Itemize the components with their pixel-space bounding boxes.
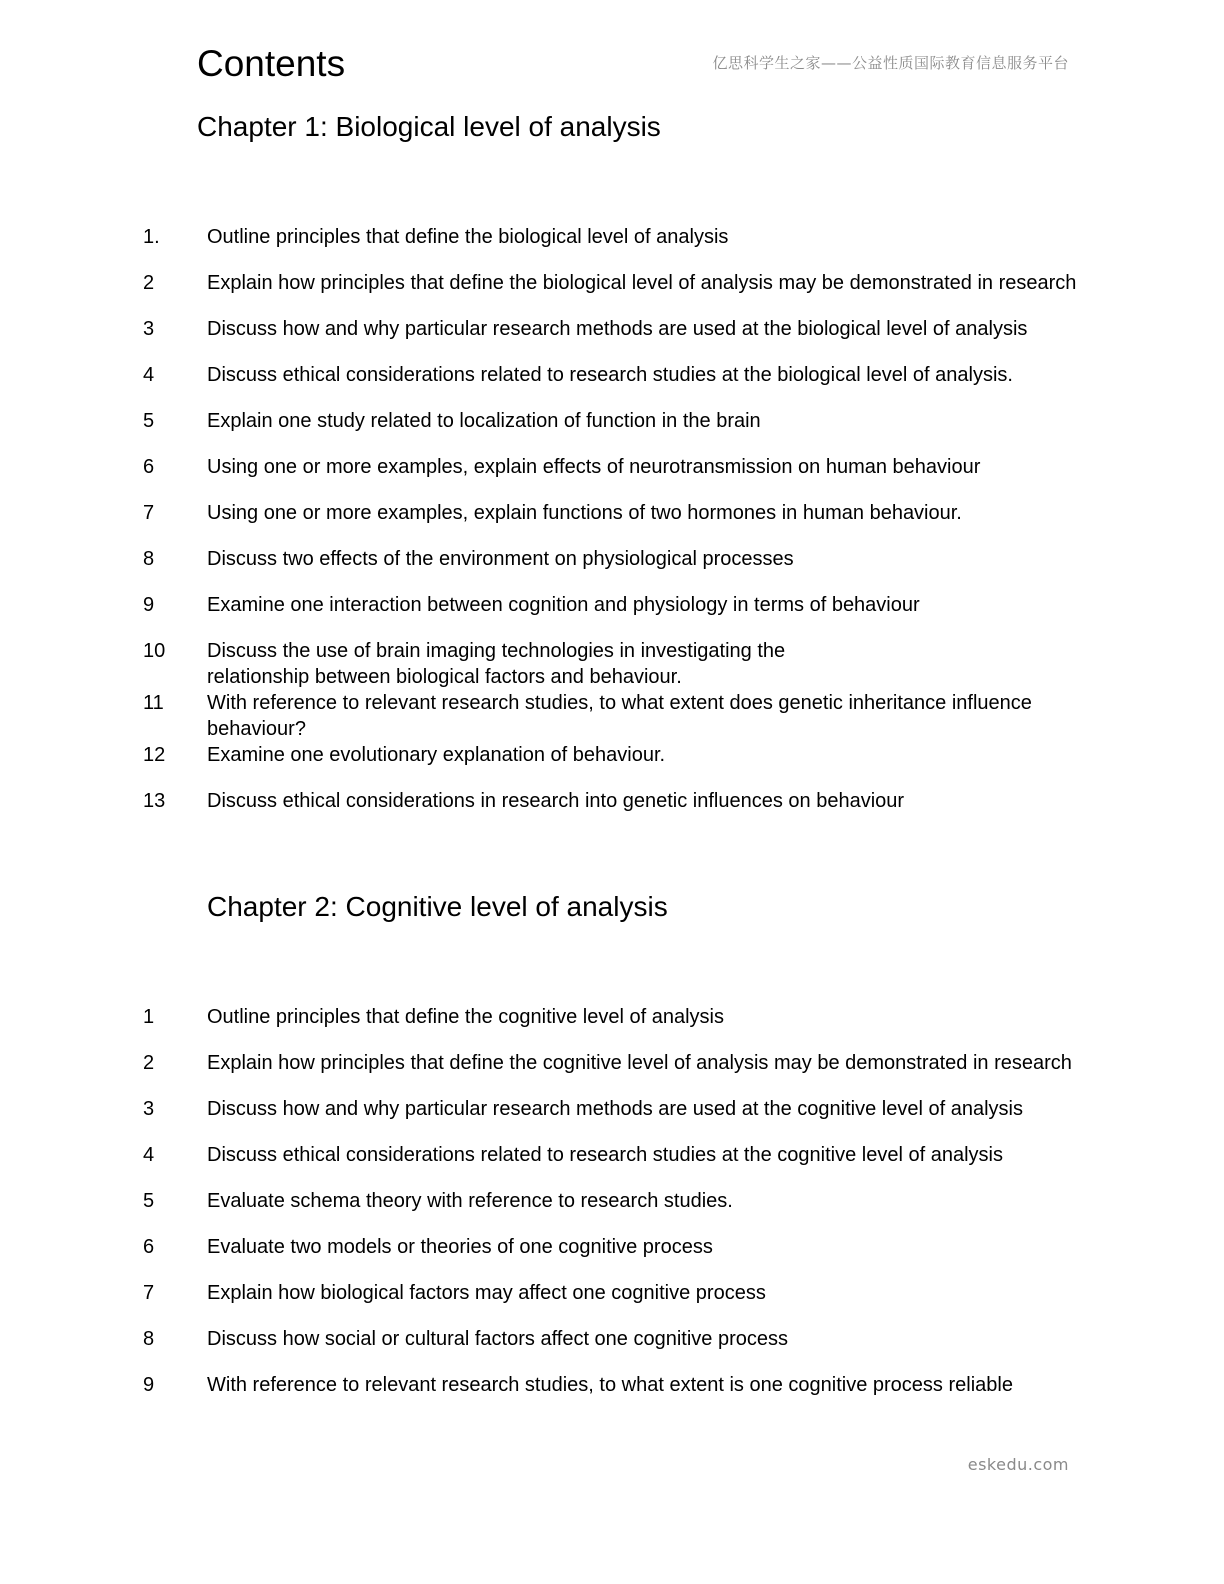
- item-text-line-2: behaviour?: [207, 718, 306, 740]
- item-text: Discuss ethical considerations in research into genetic influences on behaviour: [207, 790, 905, 812]
- header-site-note: 亿思科学生之家——公益性质国际教育信息服务平台: [712, 54, 1069, 72]
- item-text-line-2: relationship between biological factors and behaviour.: [207, 666, 682, 688]
- item-text: Discuss two effects of the environment on physiological processes: [207, 548, 794, 570]
- item-text: With reference to relevant research studies, to what extent is one cognitive process reliable: [207, 1374, 1013, 1396]
- item-number: 6: [143, 456, 155, 478]
- chapter-2-heading: Chapter 2: Cognitive level of analysis: [207, 891, 668, 922]
- item-number: 7: [143, 1282, 155, 1304]
- item-number: 8: [143, 548, 155, 570]
- item-number: 6: [143, 1236, 155, 1258]
- item-number: 1.: [143, 226, 160, 248]
- item-number: 3: [143, 1098, 155, 1120]
- item-text: Explain one study related to localization of function in the brain: [207, 410, 761, 432]
- item-number: 12: [143, 744, 166, 766]
- item-text: Explain how principles that define the cognitive level of analysis may be demonstrated in research: [207, 1052, 1072, 1074]
- item-number: 1: [143, 1006, 155, 1028]
- item-number: 8: [143, 1328, 155, 1350]
- item-text: Outline principles that define the cognitive level of analysis: [207, 1006, 724, 1028]
- item-number: 13: [143, 790, 166, 812]
- item-number: 5: [143, 410, 155, 432]
- item-number: 9: [143, 1374, 155, 1396]
- item-text: Discuss ethical considerations related to research studies at the biological level of analysis.: [207, 364, 1013, 386]
- item-number: 5: [143, 1190, 155, 1212]
- item-text: Discuss how social or cultural factors affect one cognitive process: [207, 1328, 789, 1350]
- item-number: 7: [143, 502, 155, 524]
- item-text: Discuss how and why particular research methods are used at the biological level of analysis: [207, 318, 1028, 340]
- item-text: Explain how principles that define the biological level of analysis may be demonstrated in research: [207, 272, 1077, 294]
- item-number: 2: [143, 1052, 155, 1074]
- footer-site-note: eskedu.com: [967, 1455, 1069, 1474]
- item-text: Evaluate two models or theories of one cognitive process: [207, 1236, 713, 1258]
- item-number: 2: [143, 272, 155, 294]
- item-text: Explain how biological factors may affect one cognitive process: [207, 1282, 766, 1304]
- item-text: Examine one interaction between cognition and physiology in terms of behaviour: [207, 594, 920, 616]
- item-number: 4: [143, 364, 155, 386]
- item-text: Outline principles that define the biological level of analysis: [207, 226, 729, 248]
- item-number: 10: [143, 640, 166, 662]
- item-text: Discuss the use of brain imaging technologies in investigating the: [207, 640, 786, 662]
- item-text: Examine one evolutionary explanation of behaviour.: [207, 744, 666, 766]
- item-text: Discuss ethical considerations related to research studies at the cognitive level of analysis: [207, 1144, 1003, 1166]
- item-text: Discuss how and why particular research methods are used at the cognitive level of analysis: [207, 1098, 1023, 1120]
- page-title: Contents: [197, 43, 346, 84]
- item-text: Using one or more examples, explain functions of two hormones in human behaviour.: [207, 502, 962, 524]
- item-number: 4: [143, 1144, 155, 1166]
- item-number: 9: [143, 594, 155, 616]
- item-text: Evaluate schema theory with reference to research studies.: [207, 1190, 733, 1212]
- item-number: 11: [143, 692, 164, 714]
- item-number: 3: [143, 318, 155, 340]
- chapter-1-heading: Chapter 1: Biological level of analysis: [197, 111, 661, 142]
- item-text: Using one or more examples, explain effects of neurotransmission on human behaviour: [207, 456, 981, 478]
- item-text: With reference to relevant research studies, to what extent does genetic inheritance influence: [207, 692, 1032, 714]
